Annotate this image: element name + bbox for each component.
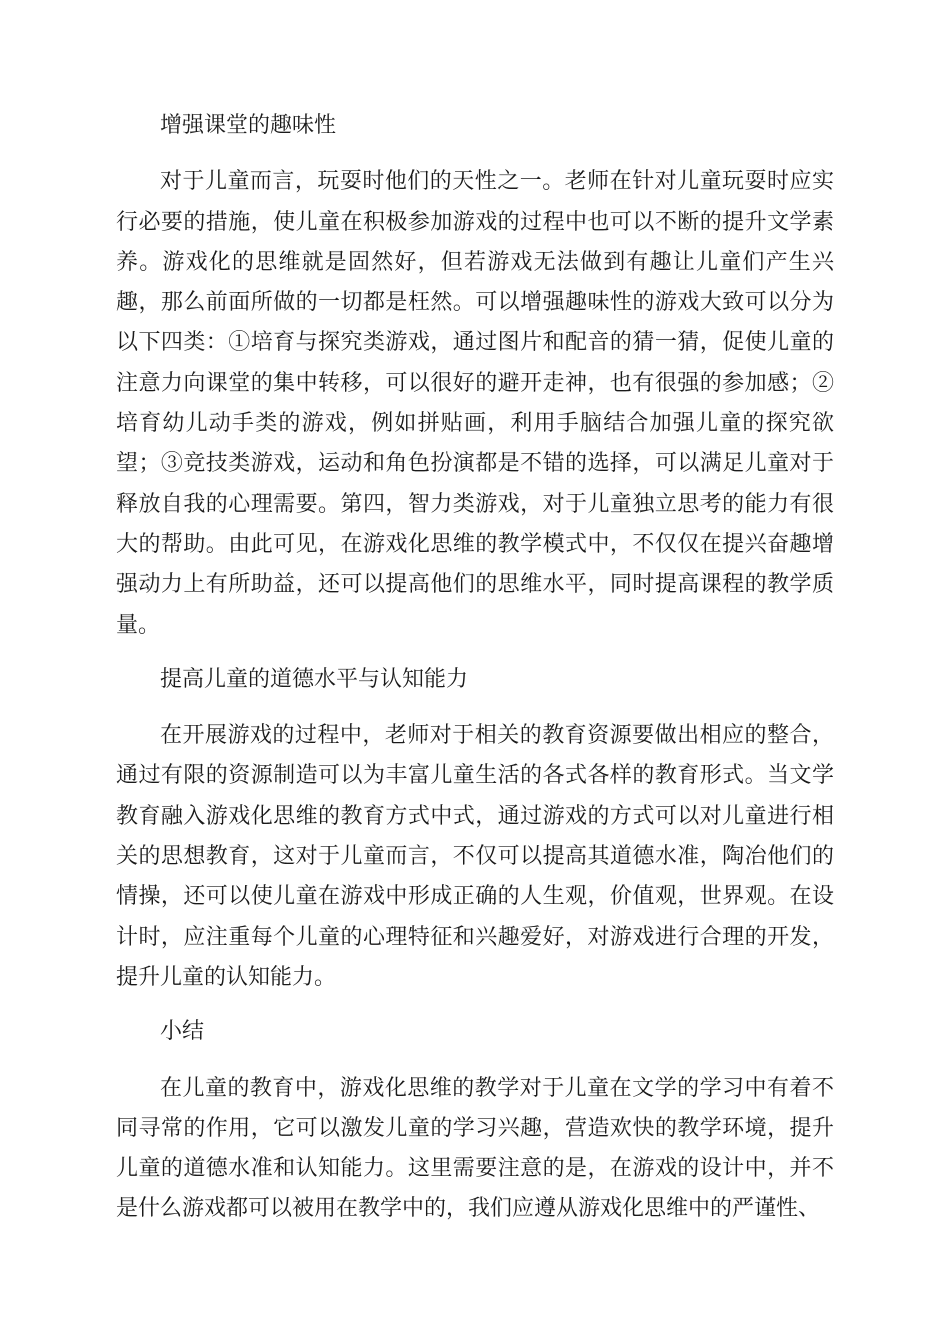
- section-heading-summary: 小结: [160, 1019, 205, 1045]
- document-page: [116, 106, 834, 1230]
- section-body-fun: 对于儿童而言，玩耍时他们的天性之一。老师在针对儿童玩耍时应实行必要的措施，使儿童在积极参加游戏的过程中也可以不断的提升文学素养。游戏化的思维就是固然好，但若游戏无法做到有趣让儿童们产生兴趣，那么前面所做的一切都是枉然。可以增强趣味性的游戏大致可以分为以下四类：①培育与探究类游戏，通过图片和配音的猜一猜，促使儿童的注意力向课堂的集中转移，可以很好的避开走神，也有很强的参加感；②培育幼儿动手类的游戏，例如拼贴画，利用手脑结合加强儿童的探究欲望；③竞技类游戏，运动和角色扮演都是不错的选择，可以满足儿童对于释放自我的心理需要。第四，智力类游戏，对于儿童独立思考的能力有很大的帮助。由此可见，在游戏化思维的教学模式中，不仅仅在提兴奋趣增强动力上有所助益，还可以提高他们的思维水平，同时提高课程的教学质量。: [116, 169, 834, 638]
- section-body-summary: 在儿童的教育中，游戏化思维的教学对于儿童在文学的学习中有着不同寻常的作用，它可以激发儿童的学习兴趣，营造欢快的教学环境，提升儿童的道德水准和认知能力。这里需要注意的是，在游戏的设计中，并不是什么游戏都可以被用在教学中的，我们应遵从游戏化思维中的严谨性、: [116, 1075, 834, 1222]
- section-heading-fun: 增强课堂的趣味性: [160, 113, 337, 138]
- section-heading-moral: 提高儿童的道德水平与认知能力: [160, 666, 469, 692]
- section-body-moral: 在开展游戏的过程中，老师对于相关的教育资源要做出相应的整合，通过有限的资源制造可以为丰富儿童生活的各式各样的教育形式。当文学教育融入游戏化思维的教育方式中式，通过游戏的方式可以对儿童进行相关的思想教育，这对于儿童而言，不仅可以提高其道德水准，陶冶他们的情操，还可以使儿童在游戏中形成正确的人生观，价值观，世界观。在设计时，应注重每个儿童的心理特征和兴趣爱好，对游戏进行合理的开发，提升儿童的认知能力。: [116, 723, 834, 990]
